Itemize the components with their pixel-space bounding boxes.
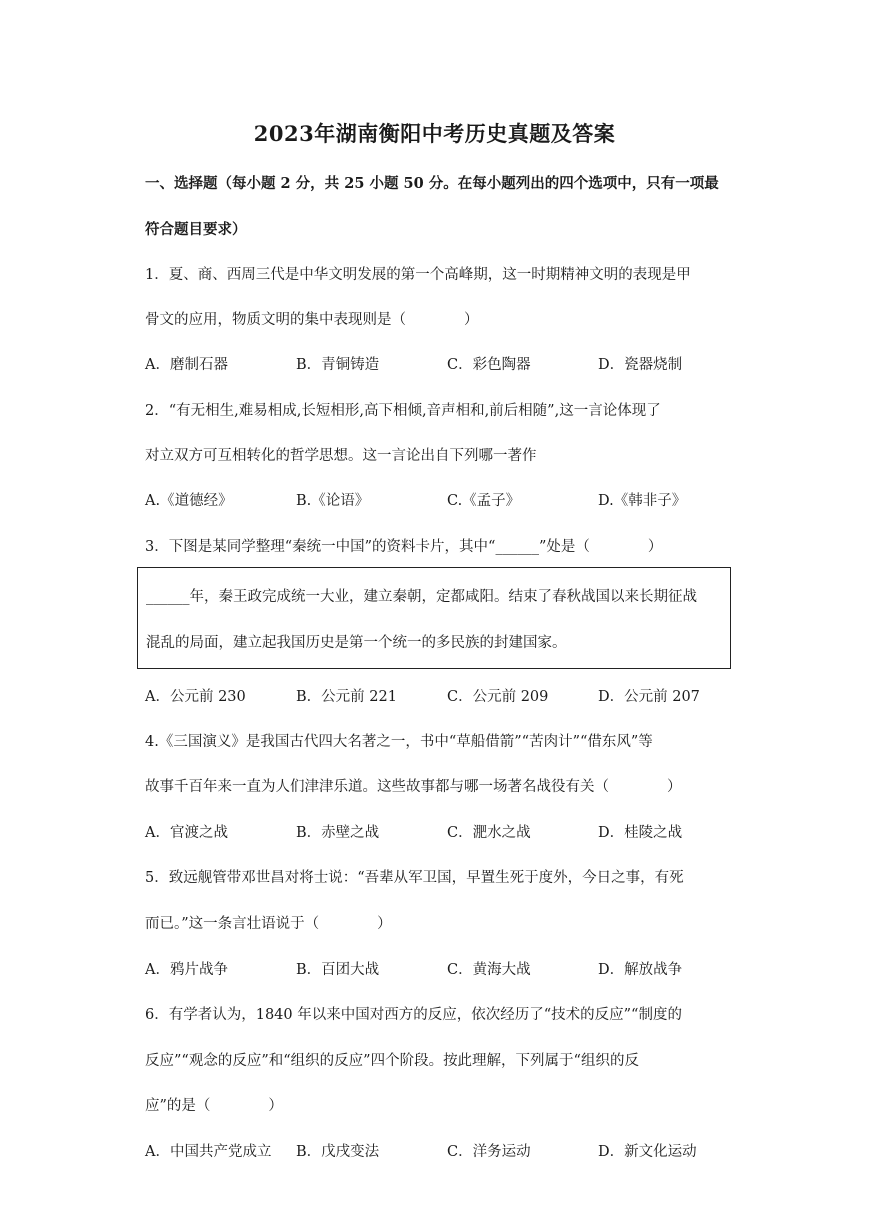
question-1-line2: 骨文的应用，物质文明的集中表现则是（ ） xyxy=(145,312,479,328)
option-d: D．瓷器烧制 xyxy=(598,357,683,373)
option-c: C．公元前 209 xyxy=(447,689,549,705)
question-4-line2: 故事千百年来一直为人们津津乐道。这些故事都与哪一场著名战役有关（ ） xyxy=(145,779,682,795)
question-5-line1: 5．致远舰管带邓世昌对将士说：“吾辈从军卫国，早置生死于度外，今日之事，有死 xyxy=(145,870,684,886)
option-b: B.《论语》 xyxy=(296,493,370,509)
option-d: D．解放战争 xyxy=(598,962,683,978)
option-a: A.《道德经》 xyxy=(145,493,233,509)
option-d: D．公元前 207 xyxy=(598,689,700,705)
question-6-line2: 反应”“观念的反应”和“组织的反应”四个阶段。按此理解，下列属于“组织的反 xyxy=(145,1053,639,1069)
option-c: C．黄海大战 xyxy=(447,962,531,978)
option-c: C．洋务运动 xyxy=(447,1144,531,1160)
question-6-line1: 6．有学者认为，1840 年以来中国对西方的反应，依次经历了“技术的反应”“制度的 xyxy=(145,1007,682,1023)
section-heading-line2: 符合题目要求） xyxy=(145,221,247,238)
question-2-line1: 2．“有无相生,难易相成,长短相形,高下相倾,音声相和,前后相随”,这一言论体现了 xyxy=(145,403,661,419)
section-heading-line1: 一、选择题（每小题 2 分，共 25 小题 50 分。在每小题列出的四个选项中，只有一项最 xyxy=(145,175,719,192)
option-a: A．鸦片战争 xyxy=(145,962,228,978)
option-c: C.《孟子》 xyxy=(447,493,521,509)
option-c: C．彩色陶器 xyxy=(447,357,531,373)
info-card-line2: 混乱的局面，建立起我国历史是第一个统一的多民族的封建国家。 xyxy=(146,635,567,651)
question-1-line1: 1．夏、商、西周三代是中华文明发展的第一个高峰期，这一时期精神文明的表现是甲 xyxy=(145,267,691,283)
option-c: C．淝水之战 xyxy=(447,825,531,841)
option-b: B．赤壁之战 xyxy=(296,825,380,841)
info-card xyxy=(137,567,731,669)
question-2-line2: 对立双方可互相转化的哲学思想。这一言论出自下列哪一著作 xyxy=(145,448,537,464)
question-3-line1: 3．下图是某同学整理“秦统一中国”的资料卡片，其中“______”处是（ ） xyxy=(145,539,663,555)
option-a: A．官渡之战 xyxy=(145,825,228,841)
question-4-line1: 4.《三国演义》是我国古代四大名著之一，书中“草船借箭”“苦肉计”“借东风”等 xyxy=(145,734,653,750)
question-6-line3: 应”的是（ ） xyxy=(145,1098,283,1114)
option-a: A．公元前 230 xyxy=(145,689,246,705)
document-title: 2023年湖南衡阳中考历史真题及答案 xyxy=(253,121,616,146)
info-card-line1: ______年，秦王政完成统一大业，建立秦朝，定都咸阳。结束了春秋战国以来长期征战 xyxy=(146,589,697,605)
option-b: B．公元前 221 xyxy=(296,689,397,705)
question-5-line2: 而已。”这一条言壮语说于（ ） xyxy=(145,916,392,932)
option-d: D．新文化运动 xyxy=(598,1144,697,1160)
option-b: B．戊戌变法 xyxy=(296,1144,380,1160)
option-d: D．桂陵之战 xyxy=(598,825,683,841)
option-b: B．青铜铸造 xyxy=(296,357,380,373)
option-d: D.《韩非子》 xyxy=(598,493,687,509)
option-b: B．百团大战 xyxy=(296,962,380,978)
option-a: A．磨制石器 xyxy=(145,357,228,373)
option-a: A．中国共产党成立 xyxy=(145,1144,272,1160)
